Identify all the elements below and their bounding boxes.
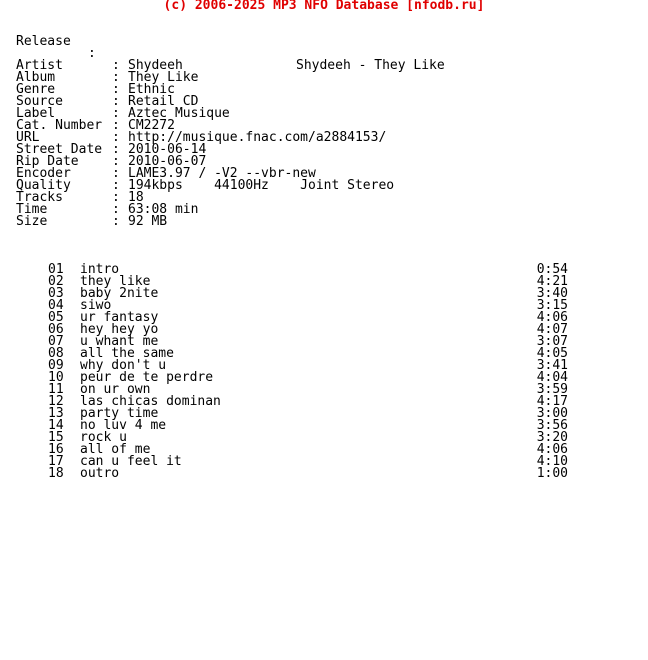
track-row: [0, 468, 648, 480]
track-number: 13: [48, 406, 64, 421]
track-duration: 4:17: [536, 394, 568, 409]
info-sep: :: [112, 70, 120, 85]
info-sep: :: [112, 142, 120, 157]
track-title: baby 2nite: [80, 286, 159, 301]
track-duration: 3:15: [536, 298, 568, 313]
info-sep: :: [112, 94, 120, 109]
info-value: Ethnic: [128, 82, 175, 97]
track-number: 02: [48, 274, 64, 289]
track-number: 17: [48, 454, 64, 469]
track-duration: 3:07: [536, 334, 568, 349]
track-number: 15: [48, 430, 64, 445]
info-value: Shydeeh: [128, 58, 183, 73]
info-sep: :: [112, 202, 120, 217]
info-value: 92 MB: [128, 214, 168, 229]
info-label: Cat. Number: [16, 118, 103, 133]
track-duration: 3:40: [536, 286, 568, 301]
track-number: 05: [48, 310, 64, 325]
track-title: siwo: [80, 298, 112, 313]
track-title: las chicas dominan: [80, 394, 221, 409]
info-value: 63:08 min: [128, 202, 199, 217]
info-sep: :: [112, 58, 120, 73]
info-value: 2010-06-14: [128, 142, 207, 157]
track-title: rock u: [80, 430, 127, 445]
info-label: Artist: [16, 58, 63, 73]
track-title: party time: [80, 406, 159, 421]
track-duration: 3:00: [536, 406, 568, 421]
info-sep: :: [112, 130, 120, 145]
info-sep: :: [112, 118, 120, 133]
track-duration: 3:59: [536, 382, 568, 397]
track-title: outro: [80, 466, 120, 481]
track-title: hey hey yo: [80, 322, 159, 337]
track-title: they like: [80, 274, 151, 289]
info-sep: :: [112, 190, 120, 205]
track-title: all of me: [80, 442, 151, 457]
info-label: Album: [16, 70, 56, 85]
track-duration: 4:07: [536, 322, 568, 337]
track-duration: 3:20: [536, 430, 568, 445]
track-title: on ur own: [80, 382, 151, 397]
info-sep: :: [112, 178, 120, 193]
track-duration: 4:06: [536, 310, 568, 325]
info-value: They Like: [128, 70, 199, 85]
track-duration: 4:21: [536, 274, 568, 289]
info-value: 194kbps 44100Hz Joint Stereo: [128, 178, 395, 193]
info-value: CM2272: [128, 118, 175, 133]
info-value: 18: [128, 190, 144, 205]
track-number: 16: [48, 442, 64, 457]
info-label: Tracks: [16, 190, 63, 205]
track-number: 04: [48, 298, 64, 313]
track-title: peur de te perdre: [80, 370, 214, 385]
info-label: Time: [16, 202, 48, 217]
track-duration: 3:56: [536, 418, 568, 433]
info-value: Retail CD: [128, 94, 199, 109]
track-number: 10: [48, 370, 64, 385]
info-label: Label: [16, 106, 56, 121]
info-value: Aztec Musique: [128, 106, 230, 121]
info-label: Size: [16, 214, 48, 229]
track-title: intro: [80, 262, 120, 277]
track-title: ur fantasy: [80, 310, 159, 325]
info-label: Encoder: [16, 166, 71, 181]
track-duration: 3:41: [536, 358, 568, 373]
track-title: why don't u: [80, 358, 167, 373]
track-number: 01: [48, 262, 64, 277]
track-number: 14: [48, 418, 64, 433]
release-label: Release: [16, 34, 71, 49]
track-title: u whant me: [80, 334, 159, 349]
track-duration: 4:10: [536, 454, 568, 469]
info-sep: :: [112, 214, 120, 229]
track-number: 09: [48, 358, 64, 373]
site-header: (c) 2006-2025 MP3 NFO Database [nfodb.ru]: [163, 0, 485, 13]
info-label: Quality: [16, 178, 71, 193]
track-number: 06: [48, 322, 64, 337]
info-sep: :: [112, 106, 120, 121]
release-sep: :: [88, 46, 96, 61]
track-number: 11: [48, 382, 64, 397]
track-number: 03: [48, 286, 64, 301]
info-value: LAME3.97 / -V2 --vbr-new: [128, 166, 316, 181]
info-label: Street Date: [16, 142, 103, 157]
info-label: Source: [16, 94, 63, 109]
info-sep: :: [112, 82, 120, 97]
track-title: all the same: [80, 346, 174, 361]
track-number: 07: [48, 334, 64, 349]
info-label: Genre: [16, 82, 56, 97]
info-value: 2010-06-07: [128, 154, 207, 169]
track-duration: 0:54: [536, 262, 568, 277]
track-duration: 4:04: [536, 370, 568, 385]
track-number: 18: [48, 466, 64, 481]
info-label: URL: [16, 130, 40, 145]
track-title: can u feel it: [80, 454, 182, 469]
info-sep: :: [112, 154, 120, 169]
track-duration: 4:05: [536, 346, 568, 361]
track-duration: 1:00: [536, 466, 568, 481]
info-sep: :: [112, 166, 120, 181]
track-title: no luv 4 me: [80, 418, 167, 433]
info-label: Rip Date: [16, 154, 79, 169]
track-number: 12: [48, 394, 64, 409]
track-number: 08: [48, 346, 64, 361]
release-value: Shydeeh - They Like: [296, 58, 445, 73]
track-duration: 4:06: [536, 442, 568, 457]
info-value: http://musique.fnac.com/a2884153/: [128, 130, 387, 145]
